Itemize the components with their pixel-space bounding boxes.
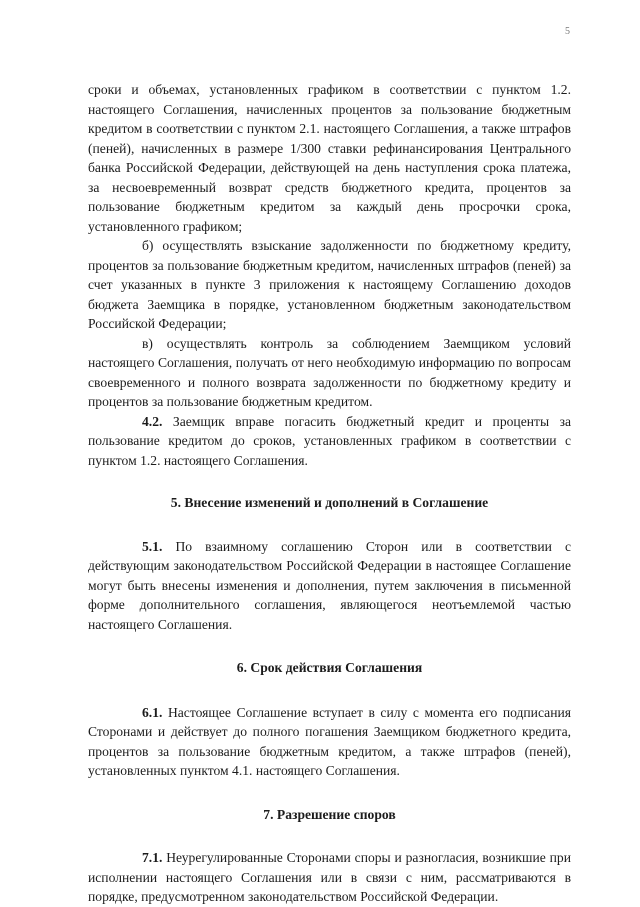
clause-number: 7.1.	[142, 850, 163, 865]
clause-text: Неурегулированные Сторонами споры и разногласия, возникшие при исполнении настоящего Соглашения или в связи с ним, рассматриваются в порядке, предусмотренном законодательством Российской Федерации.	[88, 850, 571, 904]
paragraph-item-v: в) осуществлять контроль за соблюдением Заемщиком условий настоящего Соглашения, получать от него необходимую информацию по вопросам своевременного и полного возврата задолженности по бюджетному кредиту и процентов за пользование бюджетным кредитом.	[88, 335, 571, 409]
paragraph-5-1	[88, 537, 571, 635]
paragraph-7-1	[88, 848, 571, 907]
section-heading-6: 6. Срок действия Соглашения	[236, 660, 423, 675]
paragraph-4-2	[88, 412, 571, 471]
paragraph-continuation: сроки и объемах, установленных графиком в соответствии с пунктом 1.2. настоящего Соглашения, начисленных процентов за пользование бюджетным кредитом в соответствии с пунктом 2.1. настоящего Соглашения, а также штрафов (пеней), начисленных в размере 1/300 ставки рефинансирования Центрального банка Российской Федерации, действующей на день наступления срока платежа, за несвоевременный возврат средств бюджетного кредита, процентов за пользование бюджетным кредитом за каждый день просрочки срока, установленного графиком;	[88, 82, 571, 234]
clause-number: 6.1.	[142, 704, 163, 720]
page-number: 5	[565, 26, 570, 37]
paragraph-item-b: б) осуществлять взыскание задолженности по бюджетному кредиту, процентов за пользование бюджетным кредитом, начисленных штрафов (пеней) за счет указанных в пункте 3 приложения к настоящему Соглашению доходов бюджета Заемщика в порядке, установленном бюджетным законодательством Российской Федерации;	[88, 238, 571, 331]
clause-text: По взаимному соглашению Сторон или в соответствии с действующим законодательством Российской Федерации в настоящее Соглашение могут быть внесены изменения и дополнения, путем заключения в письменной форме дополнительного соглашения, являющегося неотъемлемой частью настоящего Соглашения.	[88, 538, 571, 632]
clause-number: 5.1.	[142, 538, 163, 554]
clause-text: Заемщик вправе погасить бюджетный кредит и проценты за пользование кредитом до сроков, установленных графиком в соответствии с пунктом 1.2. настоящего Соглашения.	[88, 413, 571, 468]
clause-number: 4.2.	[142, 413, 163, 429]
section-heading-7: 7. Разрешение споров	[263, 806, 396, 822]
clause-text: Настоящее Соглашение вступает в силу с момента его подписания Сторонами и действует до полного погашения Заемщиком бюджетного кредита, процентов за пользование бюджетным кредитом, а также штрафов (пеней), установленных пунктом 4.1. настоящего Соглашения.	[88, 704, 571, 778]
paragraph-6-1	[88, 703, 571, 781]
section-heading-5: 5. Внесение изменений и дополнений в Соглашение	[170, 495, 489, 510]
document-body	[88, 80, 571, 907]
